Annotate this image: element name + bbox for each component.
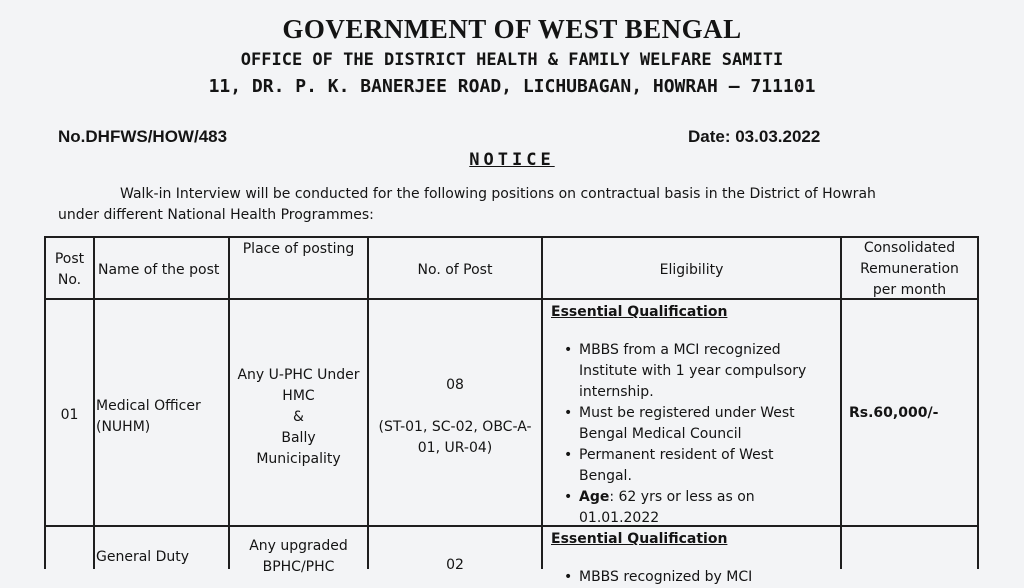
header-row-divider bbox=[44, 298, 979, 300]
qualification-list bbox=[564, 567, 840, 588]
row1-post-count: 08 bbox=[446, 377, 464, 393]
government-heading: GOVERNMENT OF WEST BENGAL bbox=[282, 14, 742, 44]
header-remuneration: Consolidated Remuneration per month bbox=[860, 240, 959, 298]
row1-remuneration: Rs.60,000/- bbox=[849, 405, 939, 421]
row1-post-no: 01 bbox=[60, 407, 79, 423]
header-no-of-post: No. of Post bbox=[417, 262, 493, 278]
notice-date: Date: 03.03.2022 bbox=[688, 127, 821, 146]
intro-line-2: under different National Health Programmes: bbox=[58, 207, 374, 223]
column-divider bbox=[541, 236, 543, 569]
notice-title: NOTICE bbox=[469, 150, 555, 170]
office-heading: OFFICE OF THE DISTRICT HEALTH & FAMILY WELFARE SAMITI bbox=[240, 50, 784, 70]
list-item: • MBBS from a MCI recognized Institute with 1 year compulsory internship. bbox=[564, 340, 840, 403]
row2-place-of-posting: Any upgraded BPHC/PHC bbox=[249, 538, 348, 575]
list-item: • Age: 62 yrs or less as on 01.01.2022 bbox=[564, 487, 840, 529]
table-border-right bbox=[977, 236, 979, 569]
row2-post-count: 02 bbox=[446, 557, 464, 573]
row1-eligibility bbox=[551, 302, 840, 529]
row2-post-name: General Duty bbox=[96, 549, 190, 565]
essential-qualification-heading: Essential Qualification bbox=[551, 531, 728, 547]
list-item: • Permanent resident of West Bengal. bbox=[564, 445, 840, 487]
column-divider bbox=[367, 236, 369, 569]
header-eligibility: Eligibility bbox=[659, 262, 724, 278]
header-post-no: Post No. bbox=[54, 251, 85, 288]
header-place-of-posting: Place of posting bbox=[242, 241, 355, 257]
row1-reservation: (ST-01, SC-02, OBC-A- 01, UR-04) bbox=[378, 419, 532, 456]
office-address: 11, DR. P. K. BANERJEE ROAD, LICHUBAGAN, HOWRAH – 711101 bbox=[208, 76, 816, 97]
list-item: • MBBS recognized by MCI bbox=[564, 567, 840, 588]
intro-line-1: Walk-in Interview will be conducted for the following positions on contractual basis in the District of Howrah bbox=[120, 186, 876, 202]
qualification-list bbox=[564, 340, 840, 529]
column-divider bbox=[93, 236, 95, 569]
reference-number: No.DHFWS/HOW/483 bbox=[58, 127, 228, 146]
header-post-name: Name of the post bbox=[98, 262, 220, 278]
row1-place-of-posting: Any U-PHC Under HMC & Bally Municipality bbox=[237, 367, 360, 467]
essential-qualification-heading: Essential Qualification bbox=[551, 304, 728, 320]
row1-post-name: Medical Officer (NUHM) bbox=[96, 398, 201, 435]
row2-eligibility bbox=[551, 529, 840, 588]
table-border-top bbox=[44, 236, 979, 238]
list-item: • Must be registered under West Bengal Medical Council bbox=[564, 403, 840, 445]
